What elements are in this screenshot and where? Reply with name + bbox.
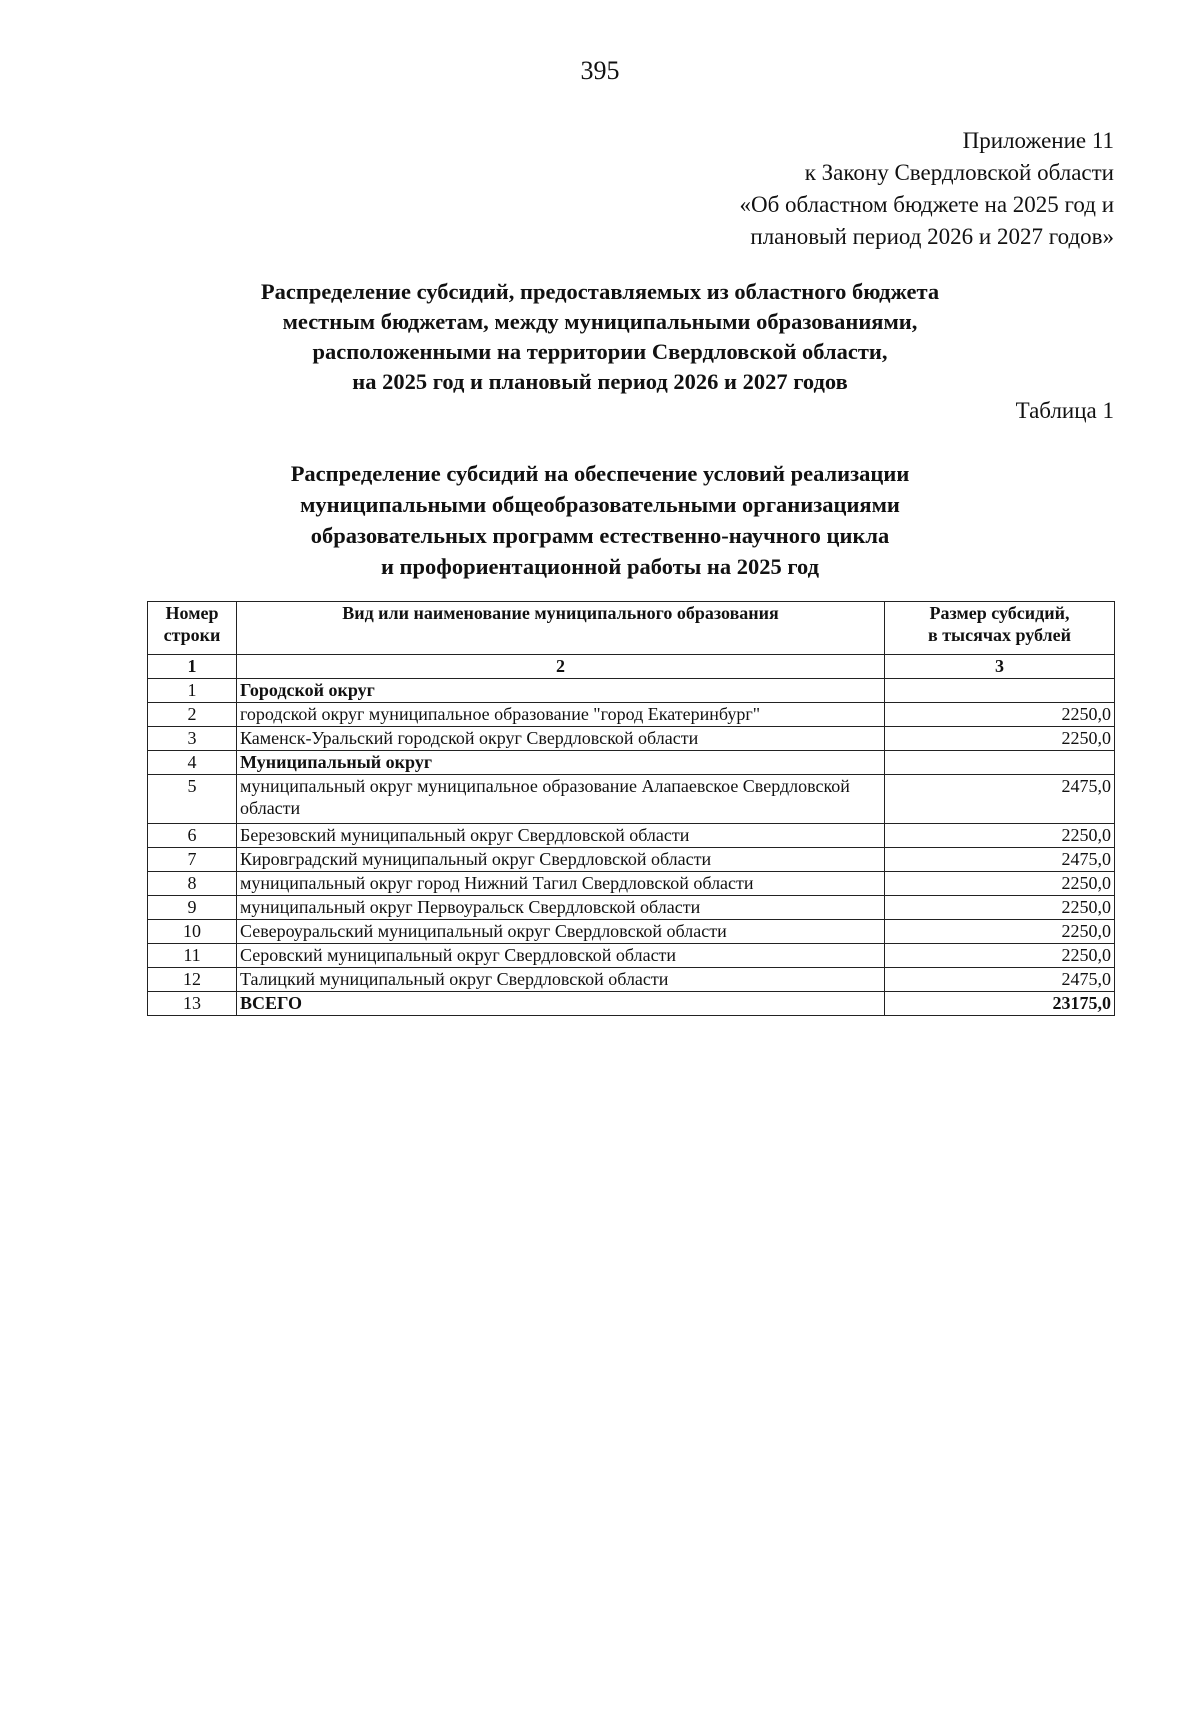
municipality-name: ВСЕГО (237, 992, 885, 1016)
row-number: 5 (148, 775, 237, 824)
table-title-line: образовательных программ естественно-научного цикла (310, 523, 890, 548)
subsidy-table (147, 601, 1115, 1016)
subsidy-amount: 2250,0 (885, 824, 1115, 848)
municipality-name: Серовский муниципальный округ Свердловской области (237, 944, 885, 968)
table-row (148, 848, 1115, 872)
table-body (148, 679, 1115, 1016)
table-title (130, 458, 1070, 582)
row-number: 2 (148, 703, 237, 727)
subsidy-amount: 2475,0 (885, 775, 1115, 824)
subsidy-amount: 2250,0 (885, 703, 1115, 727)
table-row (148, 920, 1115, 944)
subsidy-amount: 23175,0 (885, 992, 1115, 1016)
table-row (148, 703, 1115, 727)
appendix-line: «Об областном бюджете на 2025 год и (739, 192, 1114, 217)
row-number: 6 (148, 824, 237, 848)
appendix-line: плановый период 2026 и 2027 годов» (750, 224, 1114, 249)
column-number-row (148, 655, 1115, 679)
table-title-line: Распределение субсидий на обеспечение условий реализации (290, 461, 910, 486)
municipality-name: Каменск-Уральский городской округ Свердловской области (237, 727, 885, 751)
municipality-name: муниципальный округ Первоуральск Свердловской области (237, 896, 885, 920)
row-number: 13 (148, 992, 237, 1016)
header-municipality-name (237, 602, 885, 655)
row-number: 7 (148, 848, 237, 872)
table-row (148, 679, 1115, 703)
page-number: 395 (580, 56, 620, 85)
municipality-name: Березовский муниципальный округ Свердловской области (237, 824, 885, 848)
row-number: 3 (148, 727, 237, 751)
table-row (148, 824, 1115, 848)
row-number: 1 (148, 679, 237, 703)
subsidy-amount: 2250,0 (885, 872, 1115, 896)
subsidy-amount: 2250,0 (885, 727, 1115, 751)
municipality-name: городской округ муниципальное образование "город Екатеринбург" (237, 703, 885, 727)
table-title-line: и профориентационной работы на 2025 год (380, 554, 820, 579)
header-text: Вид или наименование муниципального образования (342, 603, 779, 623)
row-number: 8 (148, 872, 237, 896)
subsidy-amount (885, 751, 1115, 775)
row-number: 4 (148, 751, 237, 775)
table-header-row (148, 602, 1115, 655)
appendix-reference (739, 125, 1114, 253)
table-title-line: муниципальными общеобразовательными организациями (300, 492, 900, 517)
title-line: местным бюджетам, между муниципальными образованиями, (282, 309, 918, 334)
header-text: в тысячах рублей (927, 625, 1072, 645)
title-line: на 2025 год и плановый период 2026 и 2027 годов (352, 369, 848, 394)
row-number: 12 (148, 968, 237, 992)
row-number: 10 (148, 920, 237, 944)
table-row (148, 944, 1115, 968)
table-row (148, 896, 1115, 920)
header-text: Размер субсидий, (929, 603, 1070, 623)
title-line: расположенными на территории Свердловской области, (312, 339, 888, 364)
title-line: Распределение субсидий, предоставляемых из областного бюджета (260, 279, 940, 304)
municipality-name: Кировградский муниципальный округ Свердловской области (237, 848, 885, 872)
municipality-name: Муниципальный округ (237, 751, 885, 775)
table-row (148, 872, 1115, 896)
subsidy-amount: 2475,0 (885, 968, 1115, 992)
table-row (148, 751, 1115, 775)
document-title (130, 277, 1070, 397)
column-number: 1 (148, 655, 237, 679)
appendix-line: к Закону Свердловской области (804, 160, 1114, 185)
header-row-number (148, 602, 237, 655)
header-text: строки (163, 625, 221, 645)
table-row (148, 968, 1115, 992)
subsidy-amount: 2250,0 (885, 944, 1115, 968)
municipality-name: Городской округ (237, 679, 885, 703)
table-row (148, 727, 1115, 751)
row-number: 9 (148, 896, 237, 920)
appendix-line: Приложение 11 (962, 128, 1114, 153)
municipality-name: муниципальный округ город Нижний Тагил Свердловской области (237, 872, 885, 896)
table-row (148, 775, 1115, 824)
subsidy-amount: 2250,0 (885, 920, 1115, 944)
municipality-name: муниципальный округ муниципальное образование Алапаевское Свердловской области (237, 775, 885, 824)
subsidy-amount: 2250,0 (885, 896, 1115, 920)
subsidy-amount: 2475,0 (885, 848, 1115, 872)
table-row (148, 992, 1115, 1016)
header-subsidy-amount (885, 602, 1115, 655)
column-number: 2 (237, 655, 885, 679)
table-label: Таблица 1 (1015, 398, 1114, 423)
row-number: 11 (148, 944, 237, 968)
column-number: 3 (885, 655, 1115, 679)
subsidy-amount (885, 679, 1115, 703)
municipality-name: Североуральский муниципальный округ Свердловской области (237, 920, 885, 944)
header-text: Номер (165, 603, 219, 623)
municipality-name: Талицкий муниципальный округ Свердловской области (237, 968, 885, 992)
